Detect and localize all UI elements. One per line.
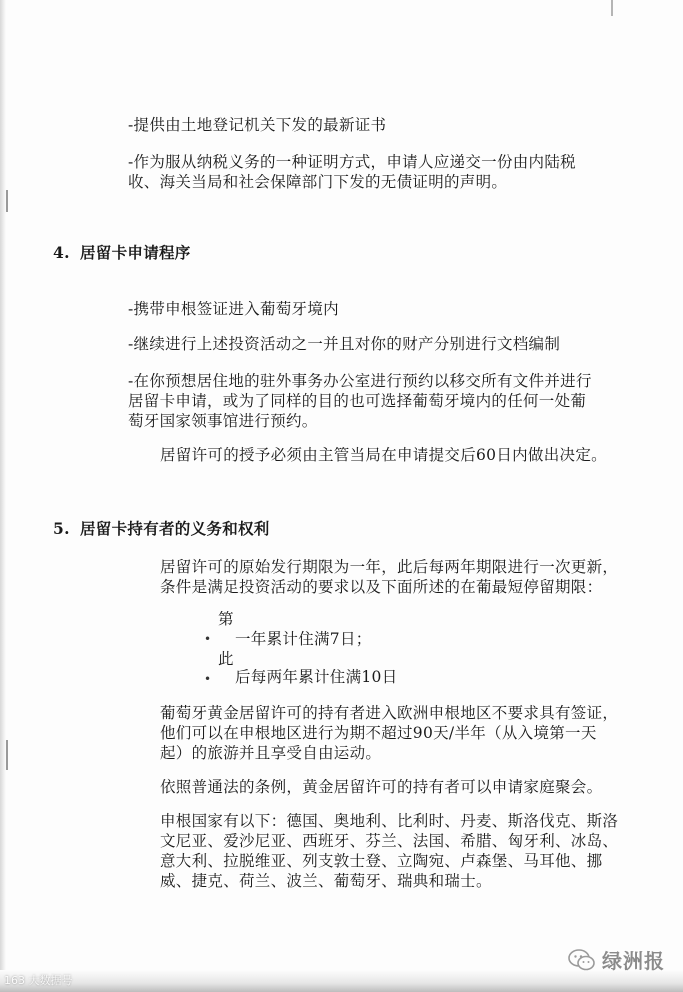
margin-mark: [6, 740, 8, 770]
bullet-item: 后每两年累计住满10日: [235, 668, 398, 686]
bullet-dot: •: [204, 632, 212, 646]
procedure-item: -继续进行上述投资活动之一并且对你的财产分别进行文档编制: [128, 335, 561, 353]
requirement-item: -作为服从纳税义务的一种证明方式，申请人应递交一份由内陆税: [128, 153, 576, 171]
bullet-prefix: 此: [218, 650, 234, 668]
section-number: 4.: [53, 243, 70, 262]
watermark-right: [568, 945, 665, 974]
procedure-item-continued: 居留卡申请，或为了同样的目的也可选择葡萄牙境内的任何一处葡: [128, 392, 587, 410]
margin-mark: [6, 190, 8, 212]
procedure-item: -在你预想居住地的驻外事务办公室进行预约以移交所有文件并进行: [128, 372, 592, 390]
watermark-text: 绿洲报: [602, 949, 665, 973]
section-number: 5.: [53, 519, 70, 538]
wechat-icon: [568, 949, 596, 971]
paragraph-line: 居留许可的原始发行期限为一年，此后每两年期限进行一次更新，: [160, 558, 619, 576]
paragraph-line: 威、捷克、荷兰、波兰、葡萄牙、瑞典和瑞士。: [160, 872, 492, 890]
paragraph-line: 申根国家有以下：德国、奥地利、比利时、丹麦、斯洛伐克、斯洛: [160, 812, 619, 830]
requirement-item-continued: 收、海关当局和社会保障部门下发的无债证明的声明。: [128, 173, 508, 191]
scan-edge-shadow: [0, 0, 6, 992]
paragraph-line: 文尼亚、爱沙尼亚、西班牙、芬兰、法国、希腊、匈牙利、冰岛、: [160, 832, 619, 850]
paragraph-line: 葡萄牙黄金居留许可的持有者进入欧洲申根地区不要求具有签证，: [160, 704, 619, 722]
watermark-left: 163 大数据号: [4, 974, 73, 987]
requirement-item: -提供由土地登记机关下发的最新证书: [128, 116, 387, 134]
bullet-dot: •: [204, 672, 212, 686]
procedure-item-continued: 萄牙国家领事馆进行预约。: [128, 412, 318, 430]
paragraph-line: 条件是满足投资活动的要求以及下面所述的在葡最短停留期限：: [160, 578, 603, 596]
decision-paragraph: 居留许可的授予必须由主管当局在申请提交后60日内做出决定。: [160, 446, 607, 464]
corner-mark: [611, 0, 613, 16]
bullet-prefix: 第: [218, 610, 234, 628]
section-title: 居留卡申请程序: [80, 243, 191, 262]
paragraph-line: 他们可以在申根地区进行为期不超过90天/半年（从入境第一天: [160, 724, 597, 742]
paragraph-line: 依照普通法的条例，黄金居留许可的持有者可以申请家庭聚会。: [160, 778, 603, 796]
paragraph-line: 意大利、拉脱维亚、列支敦士登、立陶宛、卢森堡、马耳他、挪: [160, 852, 603, 870]
bullet-item: 一年累计住满7日；: [235, 630, 372, 648]
procedure-item: -携带申根签证进入葡萄牙境内: [128, 300, 339, 318]
section-title: 居留卡持有者的义务和权利: [80, 519, 270, 538]
paragraph-line: 起）的旅游并且享受自由运动。: [160, 744, 382, 762]
